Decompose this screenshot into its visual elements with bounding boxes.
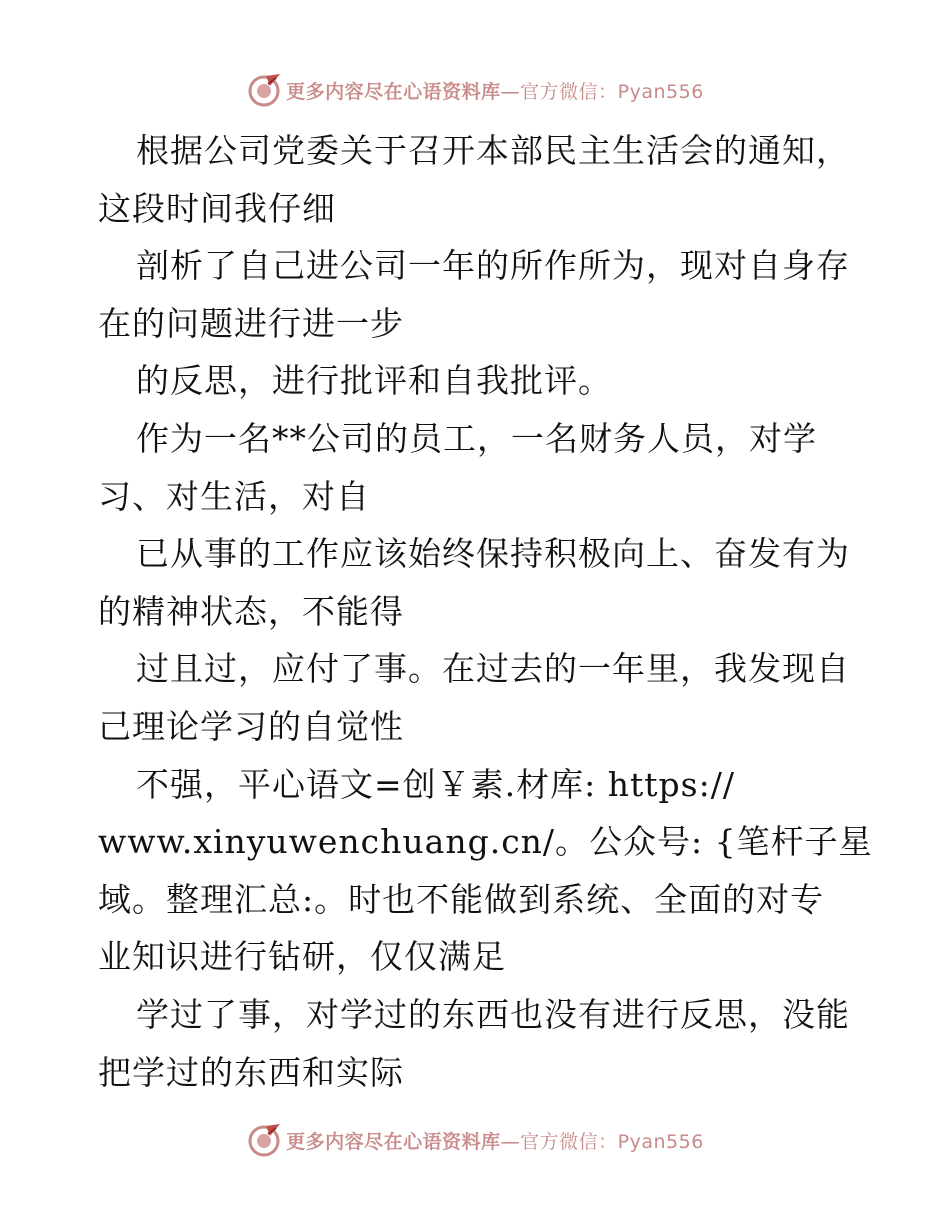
- text-line: www.xinyuwenchuang.cn/。公众号: {笔杆子星: [98, 822, 873, 862]
- text-line: 作为一名**公司的员工，一名财务人员，对学: [136, 418, 817, 458]
- header-banner-wechat: 官方微信：Pyan556: [520, 80, 704, 103]
- text-line: 把学过的东西和实际: [98, 1052, 404, 1092]
- footer-banner: [0, 1120, 950, 1160]
- brand-logo-icon: [246, 1122, 282, 1158]
- document-body: [98, 122, 878, 1101]
- text-line: 过且过，应付了事。在过去的一年里，我发现自: [136, 649, 850, 689]
- header-banner-text: [286, 77, 704, 104]
- text-line: 的精神状态，不能得: [98, 591, 404, 631]
- footer-banner-wechat: 官方微信：Pyan556: [520, 1130, 704, 1153]
- text-line: 习、对生活，对自: [98, 476, 370, 516]
- text-line: 己理论学习的自觉性: [98, 706, 404, 746]
- text-line: 的反思，进行批评和自我批评。: [136, 361, 612, 401]
- text-line: 业知识进行钻研，仅仅满足: [98, 937, 506, 977]
- header-banner-main: 更多内容尽在心语资料库: [286, 80, 501, 103]
- brand-logo-icon: [246, 72, 282, 108]
- text-line: 根据公司党委关于召开本部民主生活会的通知，: [136, 131, 850, 170]
- footer-banner-main: 更多内容尽在心语资料库: [286, 1130, 501, 1153]
- text-line: 这段时间我仔细: [98, 188, 336, 228]
- footer-banner-separator: —: [500, 1130, 521, 1153]
- text-line: 剖析了自己进公司一年的所作所为，现对自身存: [136, 246, 850, 286]
- text-line: 学过了事，对学过的东西也没有进行反思，没能: [136, 994, 850, 1034]
- text-line: 域。整理汇总:。时也不能做到系统、全面的对专: [98, 879, 825, 919]
- text-line: 已从事的工作应该始终保持积极向上、奋发有为: [136, 534, 850, 574]
- header-banner-separator: —: [500, 80, 521, 103]
- text-line: 在的问题进行进一步: [98, 303, 404, 343]
- text-line: 不强，平心语文=创￥素.材库: https://: [136, 764, 735, 804]
- footer-banner-text: [286, 1127, 704, 1154]
- header-banner: [0, 70, 950, 110]
